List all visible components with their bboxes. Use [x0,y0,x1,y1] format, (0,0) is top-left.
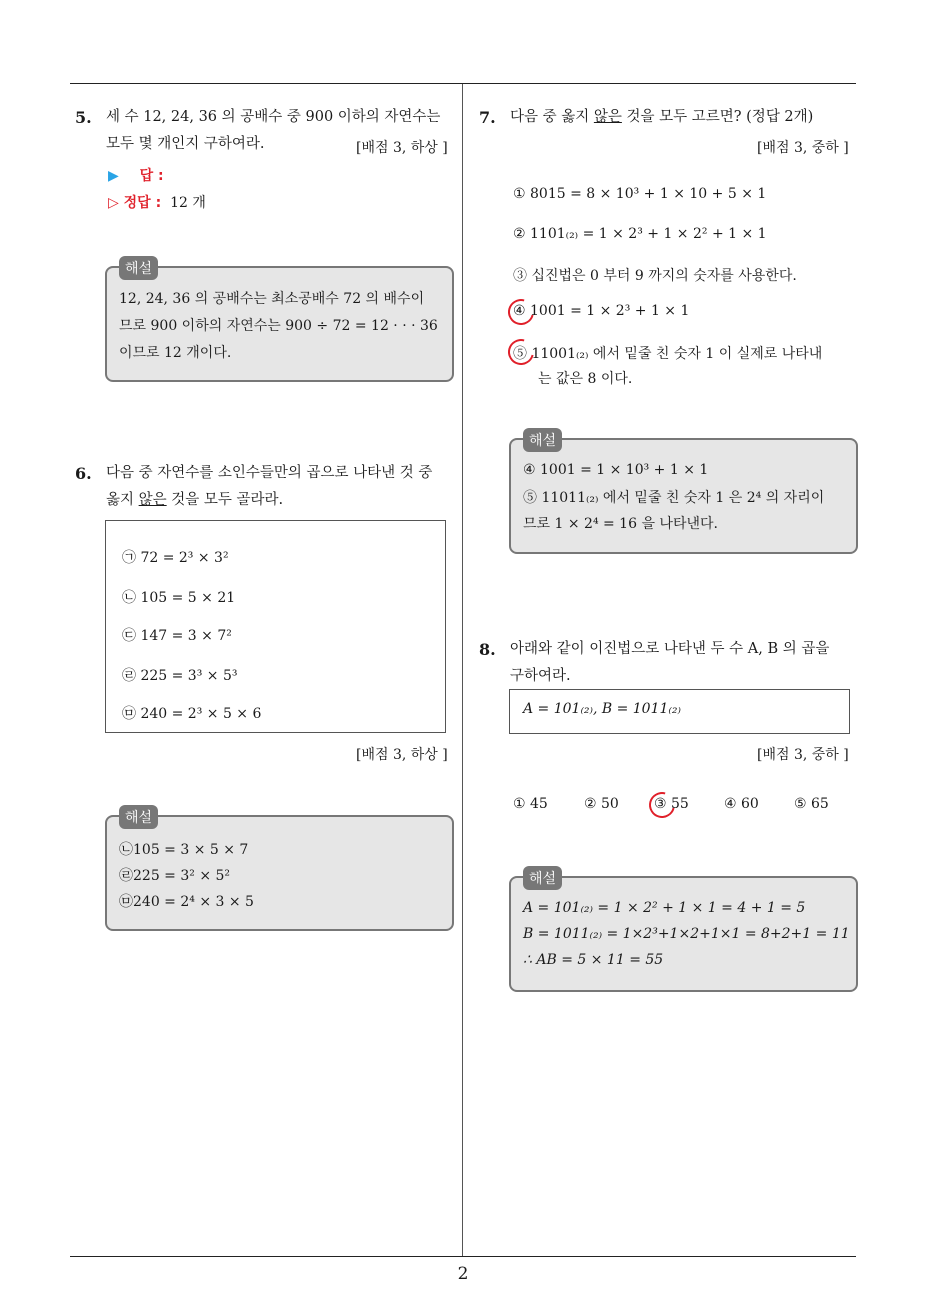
q7-number: 7. [479,108,496,127]
q6-number: 6. [75,464,92,483]
q8-given-text: A = 101₍₂₎, B = 1011₍₂₎ [523,701,681,717]
q6-option: ㉣ 225 = 3³ × 5³ [122,668,238,684]
q8-sol-line: B = 1011₍₂₎ = 1×2³+1×2+1×1 = 8+2+1 = 11 [523,926,850,942]
q5-number: 5. [75,108,92,127]
q8-choice: ③ 55 [654,796,689,812]
q6-sol-line: ㉡105 = 3 × 5 × 7 [119,842,249,858]
q7-option-4: ④ 1001 = 1 × 2³ + 1 × 1 [513,303,690,319]
q5-correct-label: 정답 : [123,195,162,211]
column-divider [462,84,463,1256]
q5-correct-value: 12 개 [170,195,206,211]
q8-sol-line: A = 101₍₂₎ = 1 × 2² + 1 × 1 = 4 + 1 = 5 [523,900,806,916]
q5-answer-row [108,165,164,185]
q5-sol-line: 이므로 12 개이다. [119,345,232,361]
underline-not: 않은 [138,492,167,508]
q8-number: 8. [479,640,496,659]
q7-meta: [배점 3, 중하 ] [757,140,849,156]
q8-given-box [509,689,850,734]
q8-choice: ④ 60 [724,796,759,812]
q7-text: 다음 중 옳지 않은 것을 모두 고르면? (정답 2개) [510,109,814,125]
q6-option: ㉤ 240 = 2³ × 5 × 6 [122,706,262,722]
q6-option: ㉢ 147 = 3 × 7² [122,628,232,644]
q8-choice: ⑤ 65 [794,796,829,812]
bottom-rule [70,1256,856,1257]
answer-arrow-icon: ▶ [108,168,119,184]
q5-solution-box [105,261,454,382]
q7-option-2: ② 1101₍₂₎ = 1 × 2³ + 1 × 2² + 1 × 1 [513,226,767,242]
page-number: 2 [457,1264,469,1284]
q7-option-3: ③ 십진법은 0 부터 9 까지의 숫자를 사용한다. [513,268,797,284]
correct-arrow-icon: ▷ [108,195,119,211]
q6-options-box [105,520,446,733]
underline-not: 않은 [593,109,622,125]
q5-meta: [배점 3, 하상 ] [356,140,448,156]
q8-solution-tab: 해설 [523,866,562,890]
q8-choice: ② 50 [584,796,619,812]
q8-text-line1: 아래와 같이 이진법으로 나타낸 두 수 A, B 의 곱을 [510,641,830,657]
q6-solution-box [105,810,454,931]
q7-solution-tab: 해설 [523,428,562,452]
q7-option-1: ① 8015 = 8 × 10³ + 1 × 10 + 5 × 1 [513,186,767,202]
q5-solution-tab: 해설 [119,256,158,280]
q5-text-line2: 모두 몇 개인지 구하여라. [106,136,265,152]
q5-correct-row [108,192,206,212]
q5-sol-line: 므로 900 이하의 자연수는 900 ÷ 72 = 12 · · · 36 [119,318,438,334]
q6-meta: [배점 3, 하상 ] [356,747,448,763]
q8-text-line2: 구하여라. [510,668,571,684]
q6-option: ㉡ 105 = 5 × 21 [122,590,236,606]
q8-choice: ① 45 [513,796,548,812]
q7-solution-box [509,433,858,554]
q7-sol-line: ④ 1001 = 1 × 10³ + 1 × 1 [523,462,709,478]
q5-text-line1: 세 수 12, 24, 36 의 공배수 중 900 이하의 자연수는 [106,109,441,125]
q7-option-5: ⑤ 11001₍₂₎ 에서 밑줄 친 숫자 1 이 실제로 나타내 [513,346,823,362]
q6-option: ㉠ 72 = 2³ × 3² [122,550,229,566]
q8-solution-box [509,871,858,992]
q8-sol-line: ∴ AB = 5 × 11 = 55 [523,952,664,968]
q6-text-line2: 옳지 않은 것을 모두 골라라. [106,492,284,508]
q5-answer-label: 답 : [139,168,164,184]
q8-meta: [배점 3, 중하 ] [757,747,849,763]
q7-option-5-cont: 는 값은 8 이다. [538,371,633,387]
q6-sol-line: ㉣225 = 3² × 5² [119,868,231,884]
q6-text-line1: 다음 중 자연수를 소인수들만의 곱으로 나타낸 것 중 [106,465,433,481]
q6-sol-line: ㉤240 = 2⁴ × 3 × 5 [119,894,254,910]
q7-sol-line: ⑤ 11011₍₂₎ 에서 밑줄 친 숫자 1 은 2⁴ 의 자리이 [523,490,825,506]
q6-solution-tab: 해설 [119,805,158,829]
q5-sol-line: 12, 24, 36 의 공배수는 최소공배수 72 의 배수이 [119,291,425,307]
q7-sol-line: 므로 1 × 2⁴ = 16 을 나타낸다. [523,516,718,532]
top-rule [70,83,856,84]
